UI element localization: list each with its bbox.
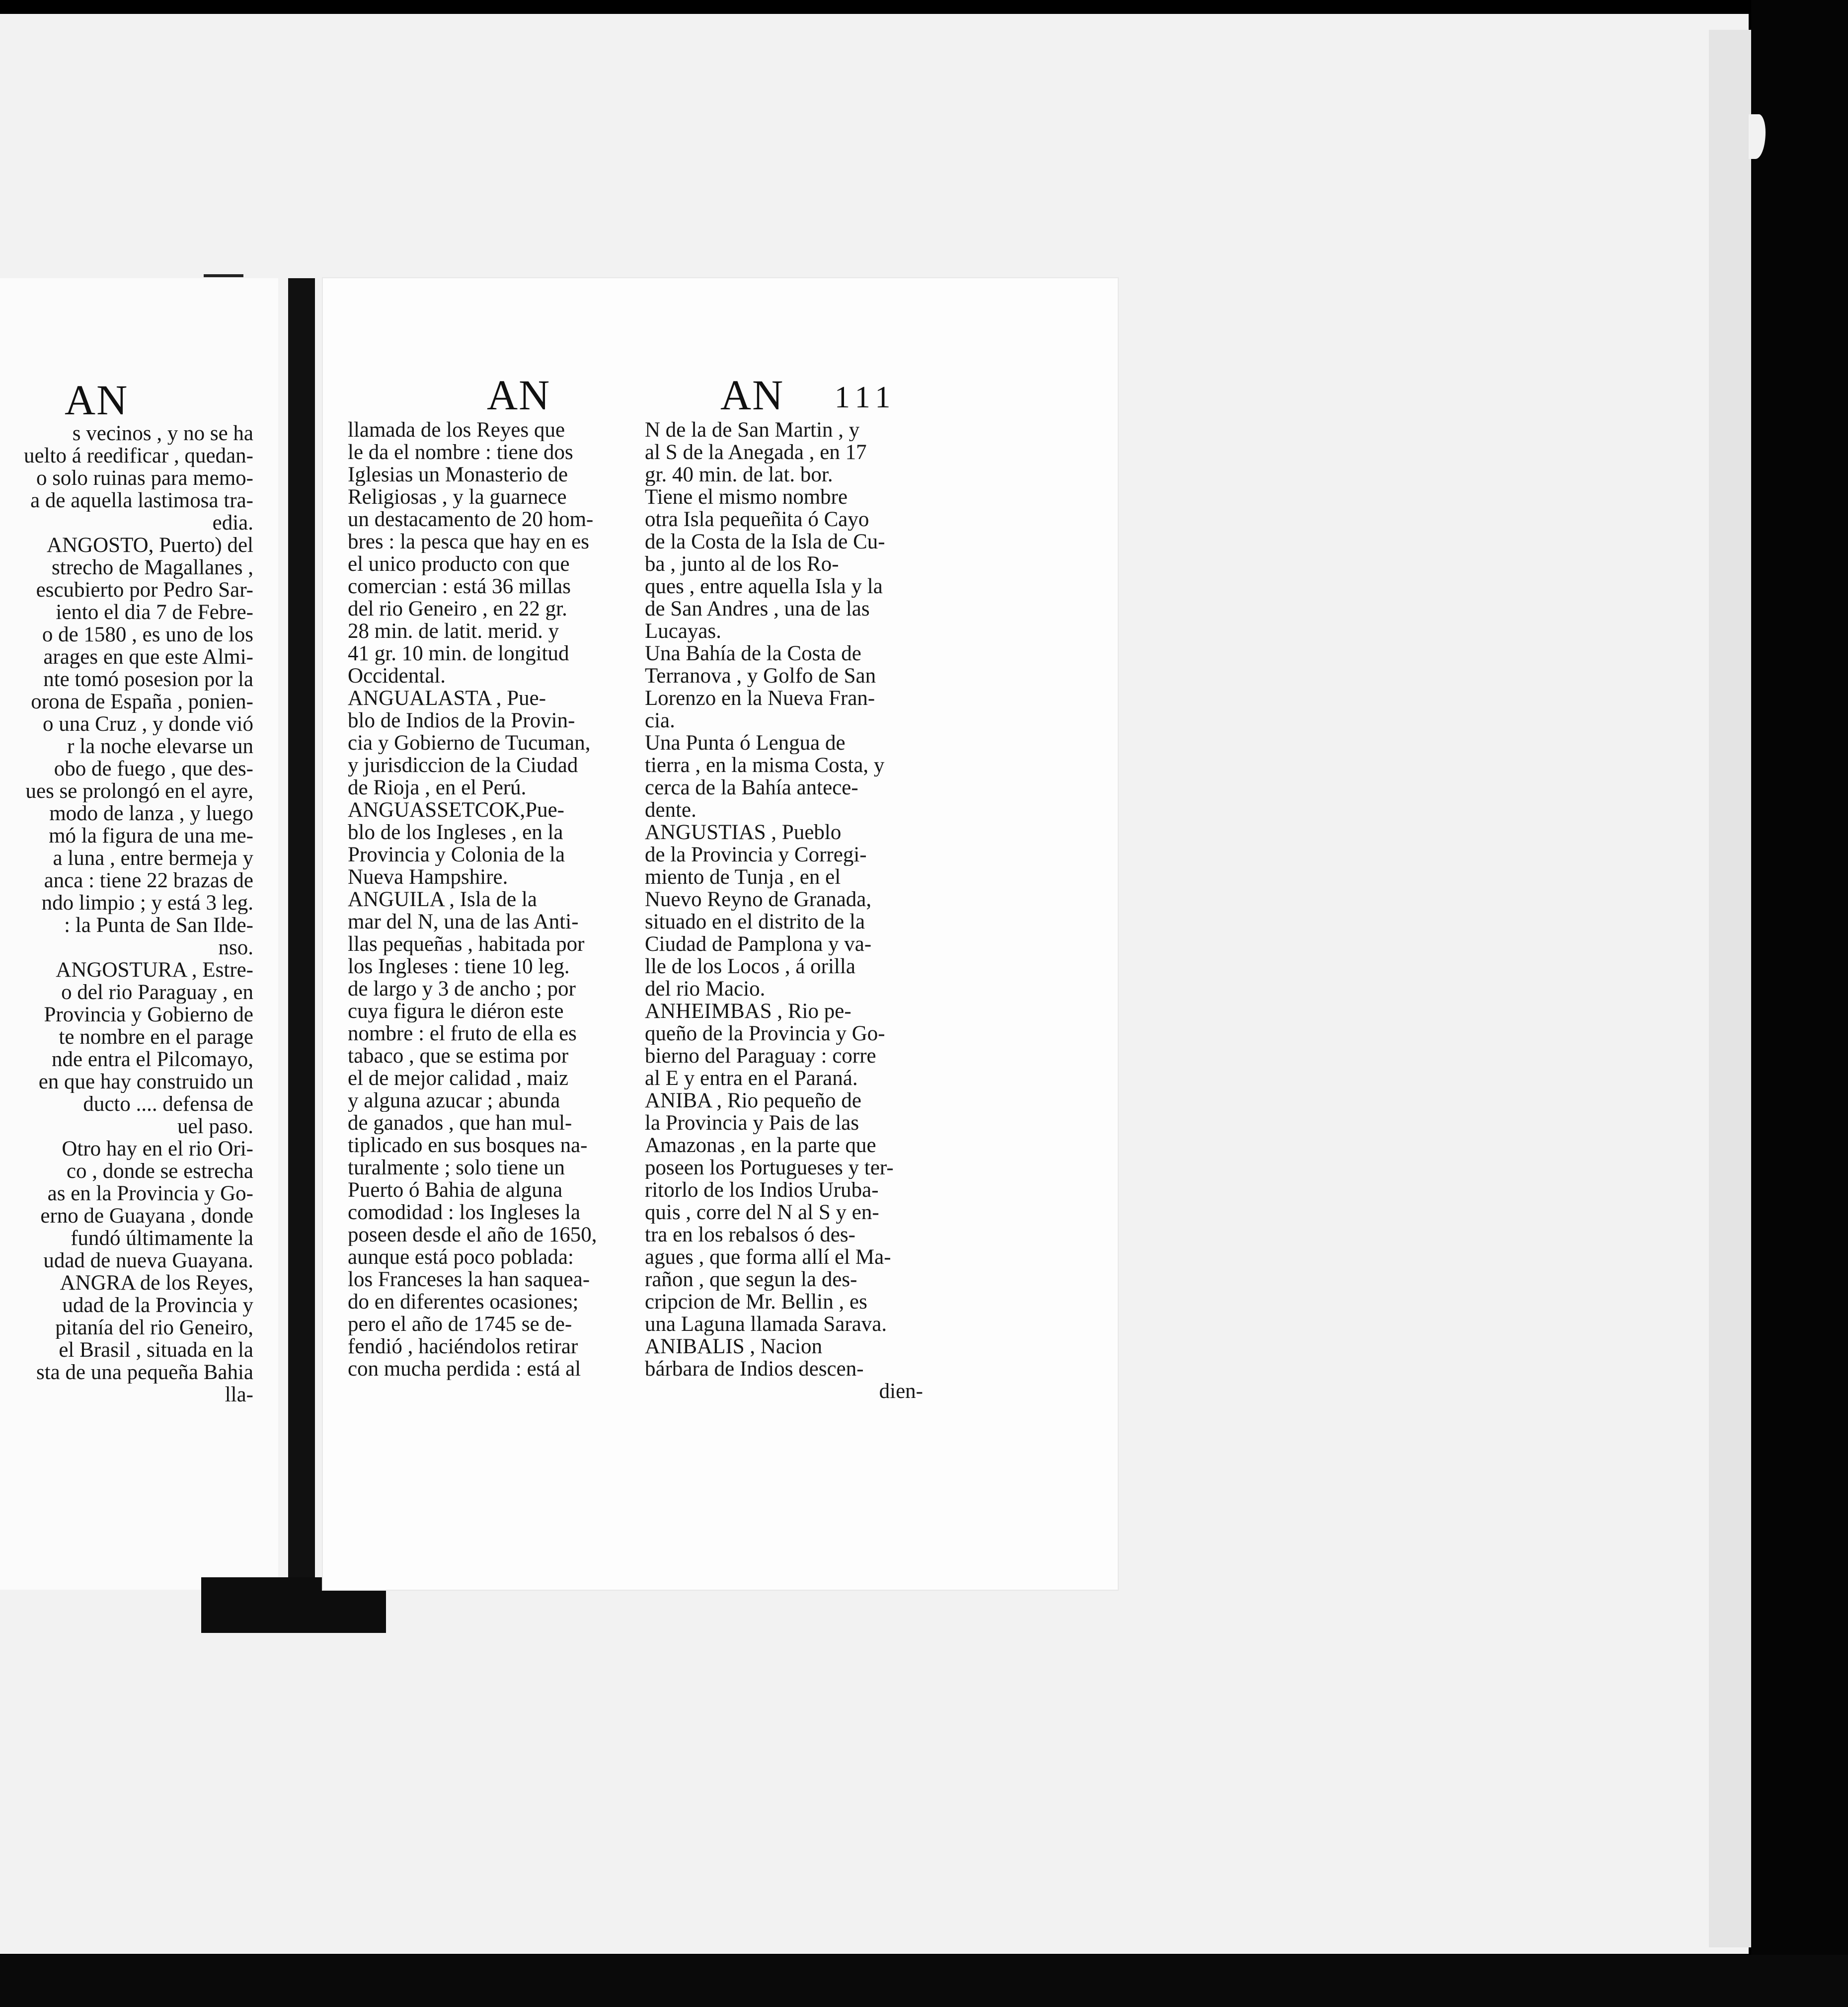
text-line: tabaco , que se estima por [348, 1045, 569, 1067]
text-line: tierra , en la misma Costa, y [645, 754, 885, 776]
film-bottom-border [0, 1955, 1848, 2007]
text-line: ritorlo de los Indios Uruba- [645, 1179, 879, 1201]
text-line: ANGOSTURA , Estre- [56, 959, 253, 981]
text-line: Lucayas. [645, 620, 722, 642]
text-line: 41 gr. 10 min. de longitud [348, 642, 569, 665]
text-line: Tiene el mismo nombre [645, 486, 848, 508]
right-running-head-right: AN [720, 371, 784, 419]
text-line: obo de fuego , que des- [54, 758, 253, 780]
text-line: el unico producto con que [348, 553, 570, 575]
text-line: situado en el distrito de la [645, 911, 865, 933]
left-running-head: AN [65, 376, 129, 424]
text-line: de San Andres , una de las [645, 598, 870, 620]
text-line: lle de los Locos , á orilla [645, 955, 855, 978]
text-line: blo de los Ingleses , en la [348, 821, 563, 844]
text-line: ANHEIMBAS , Rio pe- [645, 1000, 851, 1022]
text-line: nde entra el Pilcomayo, [52, 1048, 253, 1071]
text-line: Puerto ó Bahia de alguna [348, 1179, 563, 1201]
text-line: udad de la Provincia y [62, 1294, 253, 1316]
text-line: cripcion de Mr. Bellin , es [645, 1291, 867, 1313]
text-line: en que hay construido un [38, 1071, 253, 1093]
text-line: arages en que este Almi- [43, 646, 253, 668]
text-line: uel paso. [177, 1115, 253, 1138]
text-line: do en diferentes ocasiones; [348, 1291, 579, 1313]
text-line: de Rioja , en el Perú. [348, 776, 527, 799]
page-number: 111 [835, 381, 897, 414]
text-line: poseen los Portugueses y ter- [645, 1157, 894, 1179]
text-line: strecho de Magallanes , [52, 556, 253, 579]
text-line: una Laguna llamada Sarava. [645, 1313, 887, 1335]
text-line: bierno del Paraguay : corre [645, 1045, 876, 1067]
text-line: pero el año de 1745 se de- [348, 1313, 572, 1335]
text-line: Iglesias un Monasterio de [348, 463, 568, 486]
text-line: ques , entre aquella Isla y la [645, 575, 883, 598]
text-line: Otro hay en el rio Ori- [62, 1138, 253, 1160]
text-line: del rio Macio. [645, 978, 766, 1000]
text-line: o una Cruz , y donde vió [43, 713, 253, 735]
text-line: Religiosas , y la guarnece [348, 486, 567, 508]
text-line: iento el dia 7 de Febre- [56, 601, 253, 623]
text-line: cia y Gobierno de Tucuman, [348, 732, 591, 754]
text-line: al S de la Anegada , en 17 [645, 441, 867, 463]
text-line: comodidad : los Ingleses la [348, 1201, 581, 1224]
text-line: ANGUALASTA , Pue- [348, 687, 546, 709]
text-line: o del rio Paraguay , en [61, 981, 253, 1004]
text-line: de ganados , que han mul- [348, 1112, 572, 1134]
top-rule [204, 274, 243, 277]
text-line: los Franceses la han saquea- [348, 1268, 590, 1291]
text-line: cerca de la Bahía antece- [645, 776, 858, 799]
text-line: tiplicado en sus bosques na- [348, 1134, 588, 1157]
text-line: y alguna azucar ; abunda [348, 1089, 560, 1112]
text-line: Ciudad de Pamplona y va- [645, 933, 872, 955]
text-line: : la Punta de San Ilde- [64, 914, 253, 936]
text-line: la Provincia y Pais de las [645, 1112, 859, 1134]
text-line: de la Costa de la Isla de Cu- [645, 531, 885, 553]
text-line: turalmente ; solo tiene un [348, 1157, 565, 1179]
text-line: ducto .... defensa de [83, 1093, 253, 1115]
text-line: a luna , entre bermeja y [53, 847, 253, 869]
left-page-column [0, 422, 253, 1406]
text-line: de la Provincia y Corregi- [645, 844, 867, 866]
text-line: Amazonas , en la parte que [645, 1134, 876, 1157]
text-line: bárbara de Indios descen- [645, 1358, 864, 1380]
text-line: poseen desde el año de 1650, [348, 1224, 597, 1246]
text-line: Lorenzo en la Nueva Fran- [645, 687, 875, 709]
text-line: llas pequeñas , habitada por [348, 933, 585, 955]
text-line: Nueva Hampshire. [348, 866, 508, 888]
right-page-column-2 [645, 419, 923, 1402]
text-line: escubierto por Pedro Sar- [36, 579, 253, 601]
text-line: fendió , haciéndolos retirar [348, 1335, 578, 1358]
text-line: otra Isla pequeñita ó Cayo [645, 508, 869, 531]
text-line: fundó últimamente la [71, 1227, 253, 1249]
text-line: Provincia y Colonia de la [348, 844, 565, 866]
film-right-border [1751, 0, 1848, 2007]
text-line: ANIBALIS , Nacion [645, 1335, 823, 1358]
text-line: nte tomó posesion por la [43, 668, 253, 691]
text-line: ndo limpio ; y está 3 leg. [41, 892, 253, 914]
text-line: Provincia y Gobierno de [44, 1004, 253, 1026]
text-line: aunque está poco poblada: [348, 1246, 574, 1268]
text-line: ba , junto al de los Ro- [645, 553, 839, 575]
sheet-edge-shadow [1709, 30, 1754, 1947]
text-line: s vecinos , y no se ha [72, 422, 253, 445]
text-line: Terranova , y Golfo de San [645, 665, 876, 687]
book-gutter [288, 278, 315, 1580]
text-line: nso. [218, 936, 253, 959]
text-line: dente. [645, 799, 696, 821]
text-line: Una Punta ó Lengua de [645, 732, 846, 754]
text-line: cuya figura le diéron este [348, 1000, 564, 1022]
text-line: sta de una pequeña Bahia [36, 1361, 253, 1384]
text-line: o solo ruinas para memo- [36, 467, 253, 489]
text-line: bres : la pesca que hay en es [348, 531, 589, 553]
text-line: ANGUSTIAS , Pueblo [645, 821, 842, 844]
text-line: comercian : está 36 millas [348, 575, 571, 598]
text-line: Occidental. [348, 665, 446, 687]
text-line: con mucha perdida : está al [348, 1358, 581, 1380]
text-line: y jurisdiccion de la Ciudad [348, 754, 578, 776]
text-line: ANGRA de los Reyes, [60, 1272, 253, 1294]
text-line: ANGUASSETCOK,Pue- [348, 799, 564, 821]
text-line: ANGOSTO, Puerto) del [46, 534, 253, 556]
text-line: cia. [645, 709, 675, 732]
text-line: le da el nombre : tiene dos [348, 441, 573, 463]
text-line: ues se prolongó en el ayre, [25, 780, 253, 802]
text-line: del rio Geneiro , en 22 gr. [348, 598, 567, 620]
right-page-column-1 [348, 419, 631, 1380]
text-line: Una Bahía de la Costa de [645, 642, 861, 665]
right-book-page [323, 278, 1118, 1590]
text-line: quis , corre del N al S y en- [645, 1201, 879, 1224]
text-line: a de aquella lastimosa tra- [30, 489, 253, 512]
text-line: N de la de San Martin , y [645, 419, 860, 441]
text-line: mó la figura de una me- [49, 825, 253, 847]
text-line: erno de Guayana , donde [40, 1205, 253, 1227]
text-line: udad de nueva Guayana. [43, 1249, 253, 1272]
text-line: o de 1580 , es uno de los [42, 623, 253, 646]
text-line: queño de la Provincia y Go- [645, 1022, 885, 1045]
text-line: as en la Provincia y Go- [47, 1182, 253, 1205]
text-line: uelto á reedificar , quedan- [24, 445, 253, 467]
text-line: ANGUILA , Isla de la [348, 888, 537, 911]
text-line: orona de España , ponien- [31, 691, 253, 713]
text-line: anca : tiene 22 brazas de [44, 869, 253, 892]
text-line: agues , que forma allí el Ma- [645, 1246, 891, 1268]
text-line: 28 min. de latit. merid. y [348, 620, 559, 642]
text-line: modo de lanza , y luego [49, 802, 253, 825]
text-line: al E y entra en el Paraná. [645, 1067, 858, 1089]
text-line: mar del N, una de las Anti- [348, 911, 579, 933]
text-line: un destacamento de 20 hom- [348, 508, 594, 531]
text-line: ANIBA , Rio pequeño de [645, 1089, 861, 1112]
text-line: r la noche elevarse un [67, 735, 253, 758]
text-line: rañon , que segun la des- [645, 1268, 857, 1291]
text-line: blo de Indios de la Provin- [348, 709, 575, 732]
text-line: edia. [212, 512, 253, 534]
text-line: el Brasil , situada en la [59, 1339, 253, 1361]
left-book-page [0, 278, 278, 1590]
text-line: llamada de los Reyes que [348, 419, 565, 441]
text-line: tra en los rebalsos ó des- [645, 1224, 855, 1246]
text-line: te nombre en el parage [59, 1026, 253, 1048]
text-line: co , donde se estrecha [66, 1160, 253, 1182]
text-line: el de mejor calidad , maiz [348, 1067, 569, 1089]
text-line: gr. 40 min. de lat. bor. [645, 463, 833, 486]
text-line: miento de Tunja , en el [645, 866, 841, 888]
text-line: de largo y 3 de ancho ; por [348, 978, 576, 1000]
text-line: pitanía del rio Geneiro, [55, 1316, 253, 1339]
text-line: Nuevo Reyno de Granada, [645, 888, 872, 911]
text-line: lla- [225, 1384, 253, 1406]
text-line: dien- [879, 1380, 923, 1402]
text-line: nombre : el fruto de ella es [348, 1022, 577, 1045]
text-line: los Ingleses : tiene 10 leg. [348, 955, 570, 978]
right-running-head-left: AN [487, 371, 551, 419]
